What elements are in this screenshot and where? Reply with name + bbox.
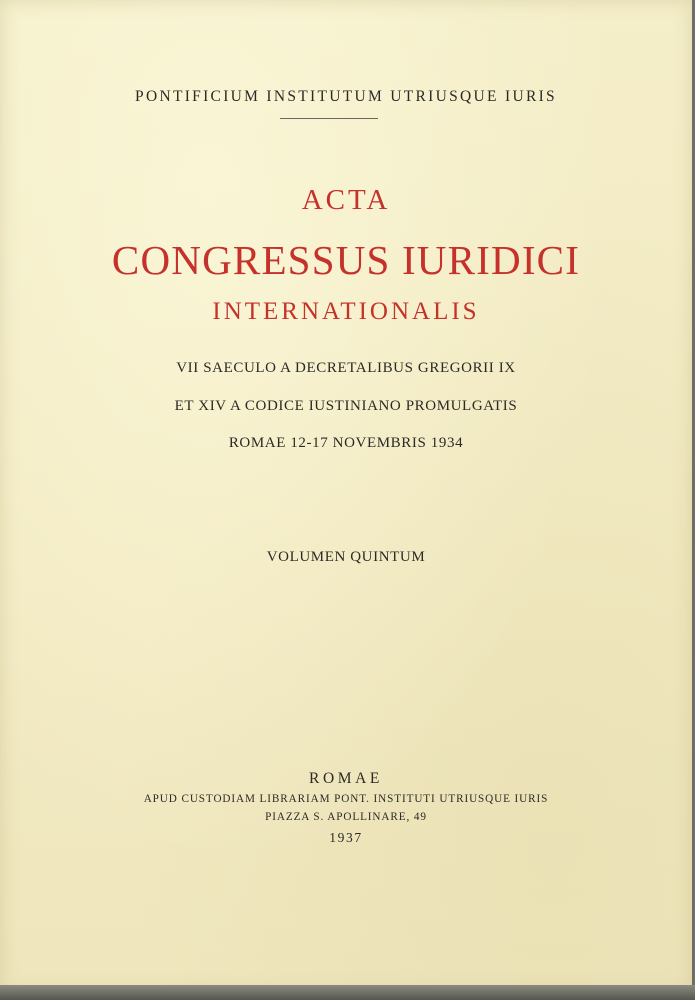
volume-label: VOLUMEN QUINTUM (266, 549, 426, 565)
imprint-city: ROMAE (309, 770, 383, 787)
institute-name: PONTIFICIUM INSTITUTUM UTRIUSQUE IURIS (135, 88, 557, 105)
subtitle-line-1: VII SAECULO A DECRETALIBUS GREGORII IX (176, 360, 516, 376)
imprint-publisher: APUD CUSTODIAM LIBRARIAM PONT. INSTITUTI UTRIUSQUE IURIS (143, 793, 549, 805)
book-bottom-edge (0, 985, 695, 1000)
imprint-year: 1937 (329, 830, 363, 845)
imprint-address: PIAZZA S. APOLLINARE, 49 (265, 811, 427, 823)
subtitle-line-3: ROMAE 12-17 NOVEMBRIS 1934 (228, 435, 464, 451)
title-acta: ACTA (301, 184, 391, 216)
ornamental-rule (280, 118, 378, 119)
subtitle-line-2: ET XIV A CODICE IUSTINIANO PROMULGATIS (174, 398, 518, 414)
title-internationalis: INTERNATIONALIS (212, 298, 480, 325)
title-congressus: CONGRESSUS IURIDICI (111, 237, 581, 283)
